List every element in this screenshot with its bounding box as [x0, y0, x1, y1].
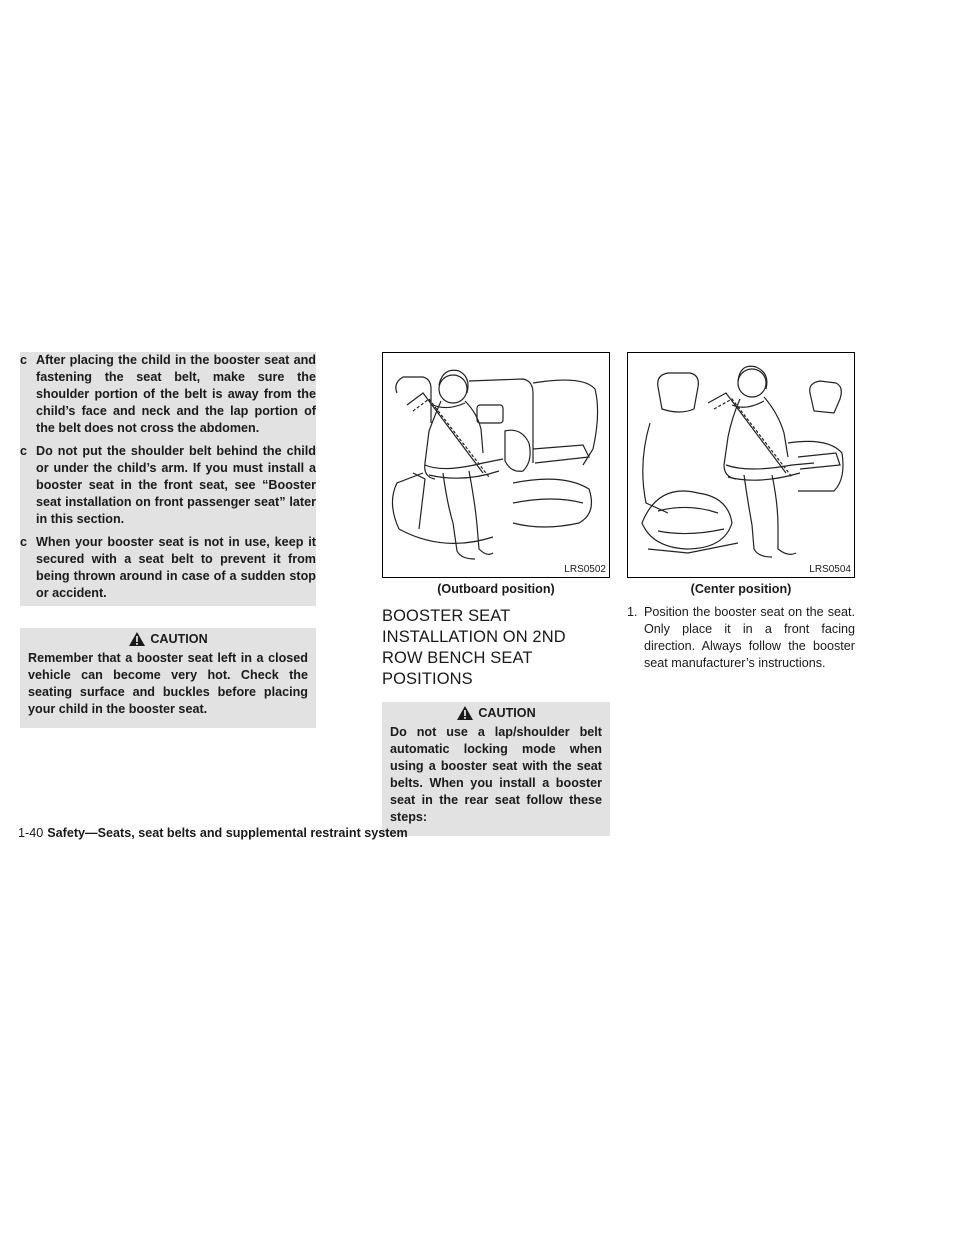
step-text: Position the booster seat on the seat. Only place it in a front facing direction. Always follow the booster seat manufacturer’s instructions. [644, 605, 855, 670]
caution-text: Do not use a lap/shoulder belt automatic locking mode when using a booster seat with the seat belts. When you install a booster seat in the rear seat follow these steps: [390, 725, 602, 824]
caution-heading [28, 628, 308, 650]
figure-code: LRS0504 [809, 564, 851, 575]
column-middle [382, 352, 610, 836]
caution-text: Remember that a booster seat left in a closed vehicle can become very hot. Check the seating surface and buckles before placing your child in the booster seat. [28, 651, 308, 716]
bullet-text: After placing the child in the booster seat and fastening the seat belt, make sure the shoulder portion of the belt is away from the child’s face and neck and the lap portion of the belt does not cross the abdomen. [36, 353, 316, 435]
warning-bullets-box [20, 352, 316, 606]
bullet-mark: c [20, 353, 28, 367]
page-number: 1-40 [18, 826, 44, 840]
figure-code: LRS0502 [564, 564, 606, 575]
warning-triangle-icon [128, 631, 146, 647]
step-number: 1. [627, 605, 638, 619]
figure-caption: (Center position) [690, 582, 792, 596]
page-footer [18, 826, 408, 840]
figure-center-position [627, 352, 855, 578]
caution-label: CAUTION [150, 632, 208, 646]
caution-box-middle [382, 702, 610, 836]
figure-caption: (Outboard position) [437, 582, 555, 596]
section-title: BOOSTER SEAT INSTALLATION ON 2ND ROW BENCH SEAT POSITIONS [382, 607, 566, 688]
warning-triangle-icon [456, 705, 474, 721]
caution-heading [390, 702, 602, 724]
bullet-mark: c [20, 535, 28, 549]
warning-bullet-2 [20, 443, 316, 528]
bullet-text: When your booster seat is not in use, keep it secured with a seat belt to prevent it from being thrown around in case of a sudden stop or accident. [36, 535, 316, 600]
booster-seat-outboard-illustration [383, 353, 609, 577]
section-name: Safety—Seats, seat belts and supplemental restraint system [47, 826, 408, 840]
column-right [627, 352, 855, 672]
warning-bullet-1 [20, 352, 316, 437]
step-1 [627, 604, 855, 672]
column-left [20, 352, 316, 728]
booster-seat-center-illustration [628, 353, 854, 577]
bullet-text: Do not put the shoulder belt behind the child or under the child’s arm. If you must install a booster seat in the front seat, see “Booster seat installation on front passenger seat” later in this section. [36, 444, 316, 526]
figure-outboard-position [382, 352, 610, 578]
bullet-mark: c [20, 444, 28, 458]
caution-label: CAUTION [478, 706, 536, 720]
warning-bullet-3 [20, 534, 316, 606]
caution-box-left [20, 628, 316, 728]
